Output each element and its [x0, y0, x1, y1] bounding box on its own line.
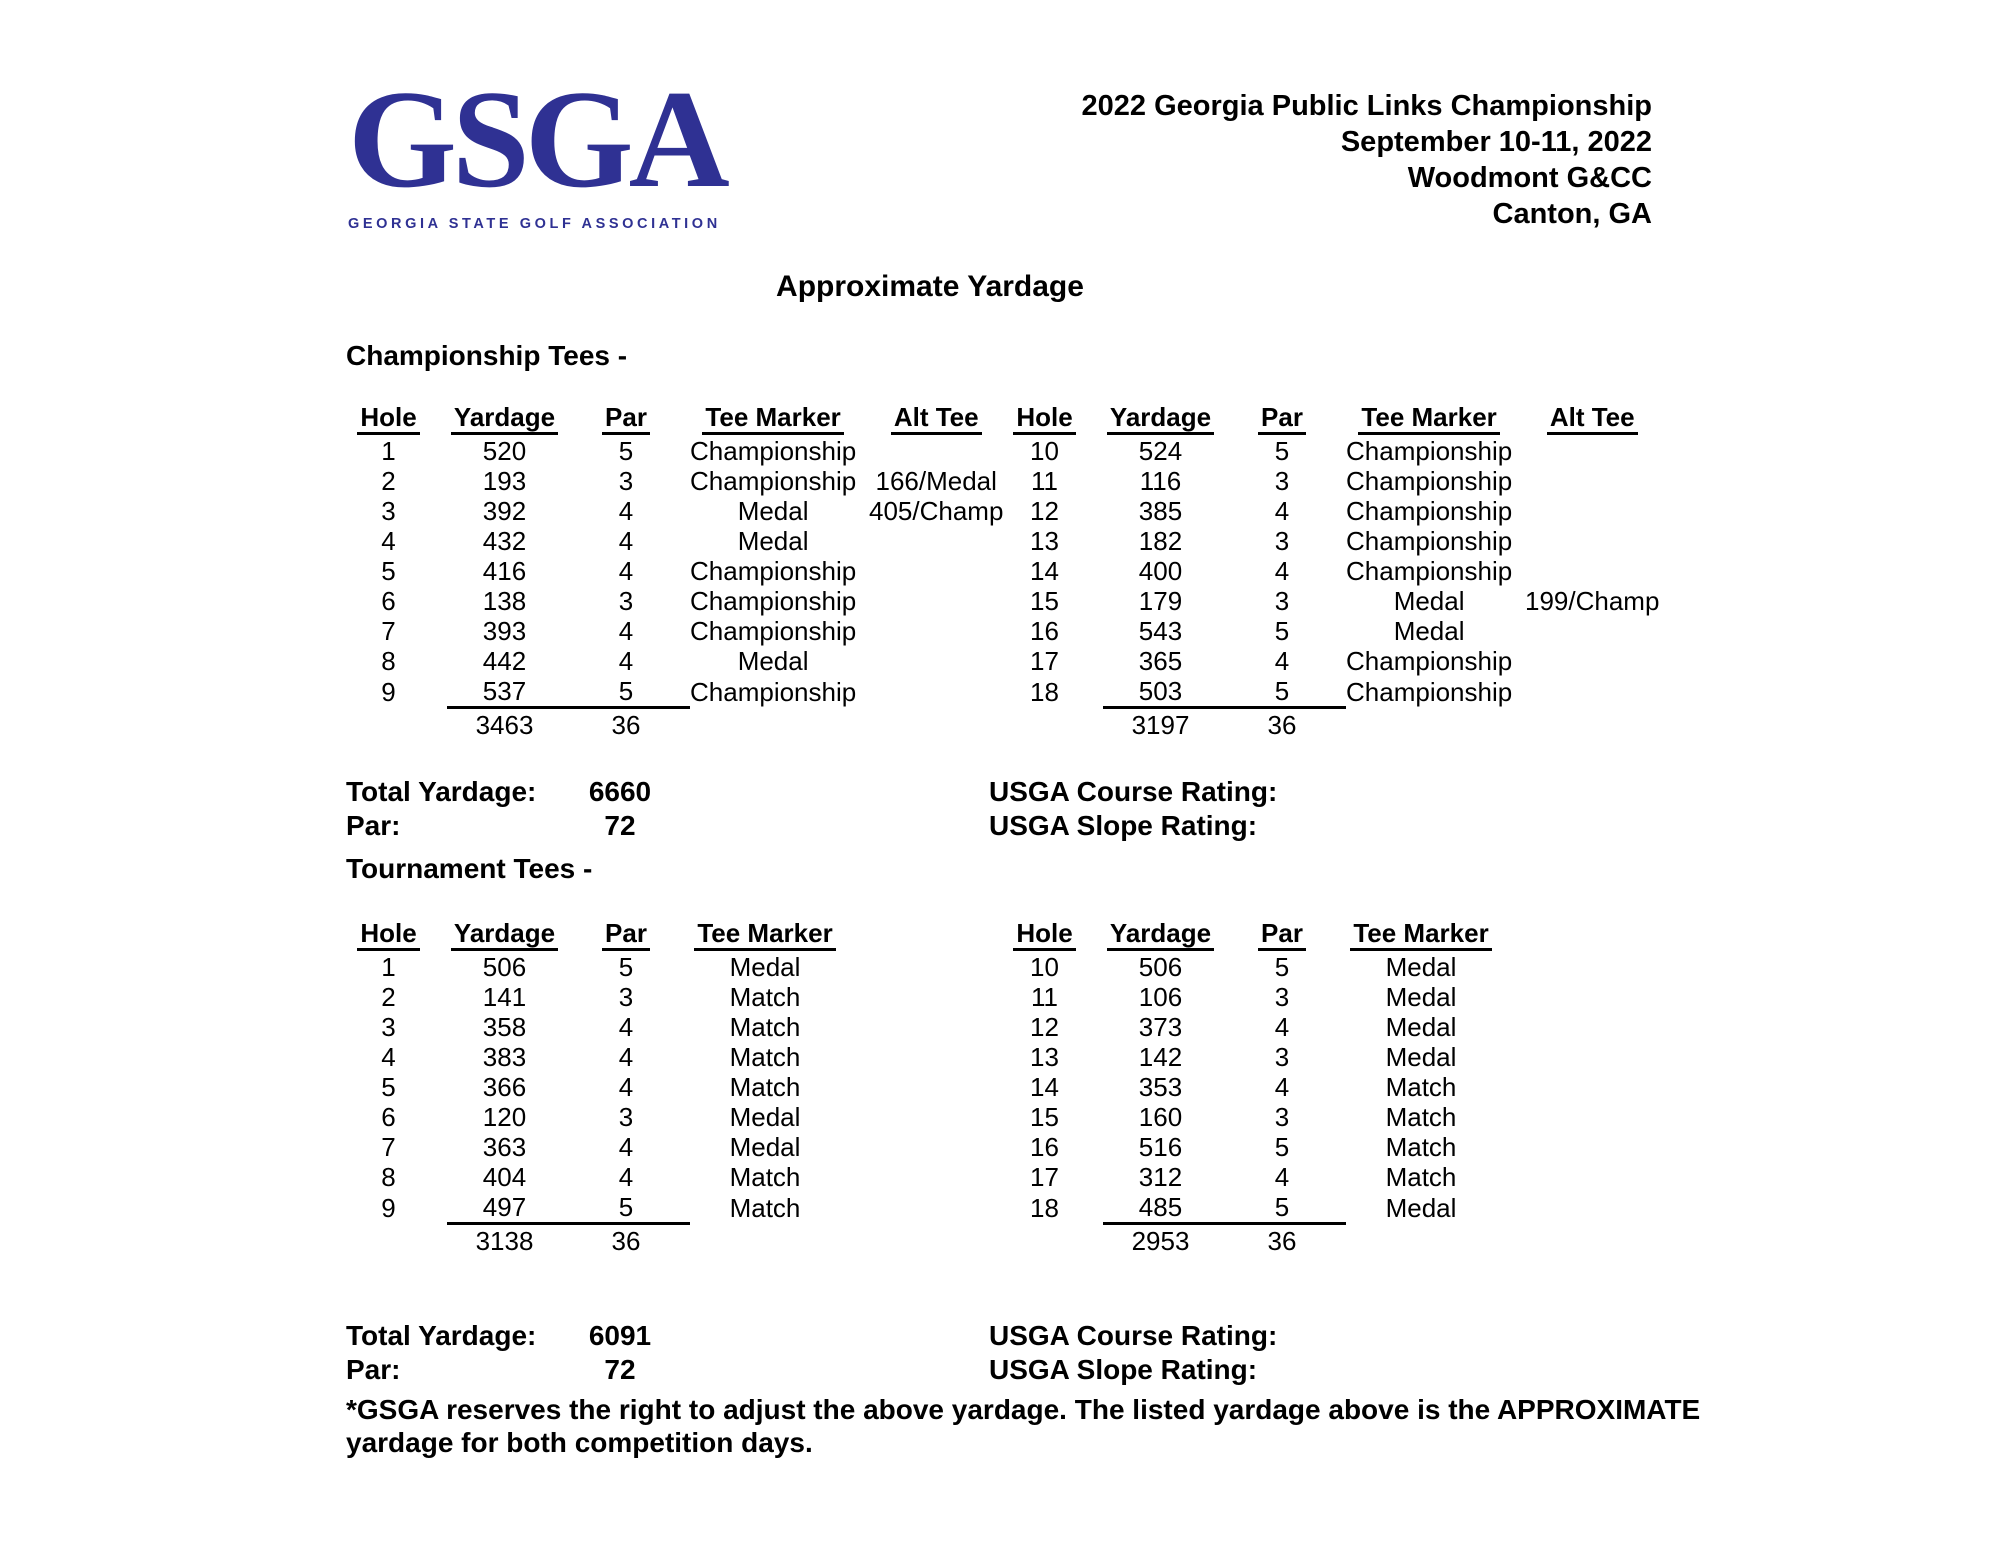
- cell-tee: Championship: [690, 436, 857, 466]
- cell-alt: [1512, 496, 1672, 526]
- empty-cell: [986, 1224, 1103, 1258]
- cell-hole: 14: [1030, 1072, 1059, 1102]
- cell-yardage: 142: [1138, 1042, 1183, 1072]
- hole-row: [986, 952, 1496, 982]
- total-yardage-cell: 3197: [1103, 708, 1218, 742]
- cell-tee: Championship: [690, 676, 857, 707]
- hole-row: [330, 496, 1016, 526]
- cell-yardage: 485: [1138, 1192, 1183, 1222]
- hole-row: [986, 436, 1672, 466]
- cell-yardage: 516: [1138, 1132, 1183, 1162]
- cell-hole: 16: [1030, 1132, 1059, 1162]
- empty-cell: [1346, 708, 1512, 742]
- col-header-hole: Hole: [986, 918, 1103, 952]
- cell-par: 4: [1274, 1012, 1290, 1042]
- hole-row: [986, 1012, 1496, 1042]
- cell-par: 4: [618, 1012, 634, 1042]
- cell-yardage: 358: [482, 1012, 527, 1042]
- cell-par: 5: [1274, 616, 1290, 646]
- hole-row: [986, 1072, 1496, 1102]
- par-value-2: 72: [604, 1354, 636, 1385]
- cell-par: 5: [618, 1192, 634, 1222]
- cell-hole: 8: [381, 646, 396, 676]
- hole-row: [986, 1132, 1496, 1162]
- cell-tee: Championship: [1346, 526, 1513, 556]
- cell-hole: 4: [381, 1042, 396, 1072]
- footnote: [346, 1393, 1700, 1459]
- table-header-row: [986, 402, 1672, 436]
- cell-par: 5: [1274, 436, 1290, 466]
- cell-hole: 4: [381, 526, 396, 556]
- cell-par: 4: [618, 1162, 634, 1192]
- hole-row: [986, 1192, 1496, 1224]
- cell-hole: 17: [1030, 646, 1059, 676]
- cell-hole: 2: [381, 982, 396, 1012]
- cell-par: 4: [1274, 556, 1290, 586]
- cell-hole: 8: [381, 1162, 396, 1192]
- hole-row: [330, 676, 1016, 708]
- cell-hole: 7: [381, 616, 396, 646]
- cell-hole: 18: [1030, 676, 1059, 707]
- table-header-row: [986, 918, 1496, 952]
- cell-par: 5: [1274, 1192, 1290, 1222]
- par-value: 72: [604, 810, 636, 841]
- hole-row: [330, 982, 840, 1012]
- col-header-par: Par: [1218, 402, 1346, 436]
- hole-row: [986, 526, 1672, 556]
- cell-yardage: 120: [482, 1102, 527, 1132]
- cell-alt: 166/Medal: [875, 466, 997, 496]
- cell-hole: 12: [1030, 496, 1059, 526]
- cell-tee: Medal: [1385, 952, 1457, 982]
- cell-alt: [1512, 466, 1672, 496]
- event-title: 2022 Georgia Public Links Championship: [1081, 90, 1652, 122]
- totals-row: [986, 708, 1672, 742]
- hole-row: [330, 586, 1016, 616]
- cell-hole: 6: [381, 586, 396, 616]
- cell-par: 4: [1274, 496, 1290, 526]
- hole-row: [986, 556, 1672, 586]
- cell-yardage: 385: [1138, 496, 1183, 526]
- cell-yardage: 363: [482, 1132, 527, 1162]
- cell-par: 3: [618, 466, 634, 496]
- gsga-logo-tagline: GEORGIA STATE GOLF ASSOCIATION: [348, 216, 721, 232]
- cell-tee: Match: [729, 1162, 801, 1192]
- cell-par: 5: [618, 952, 634, 982]
- col-header-yardage: Yardage: [1103, 918, 1218, 952]
- cell-hole: 3: [381, 496, 396, 526]
- cell-hole: 5: [381, 556, 396, 586]
- cell-hole: 2: [381, 466, 396, 496]
- col-header-tee: Tee Marker: [690, 918, 840, 952]
- cell-hole: 11: [1031, 982, 1058, 1012]
- event-location: Canton, GA: [1492, 198, 1652, 230]
- hole-row: [986, 982, 1496, 1012]
- cell-yardage: 383: [482, 1042, 527, 1072]
- hole-row: [986, 466, 1672, 496]
- cell-tee: Medal: [737, 646, 809, 676]
- cell-par: 4: [1274, 646, 1290, 676]
- cell-yardage: 138: [482, 586, 527, 616]
- footnote-line-2: yardage for both competition days.: [346, 1427, 813, 1458]
- tournament-back-nine-table: [986, 918, 1496, 1257]
- cell-yardage: 400: [1138, 556, 1183, 586]
- cell-alt: [1512, 616, 1672, 646]
- hole-row: [330, 436, 1016, 466]
- cell-yardage: 141: [482, 982, 527, 1012]
- hole-row: [330, 1162, 840, 1192]
- hole-row: [986, 1102, 1496, 1132]
- empty-cell: [330, 1224, 447, 1258]
- total-yardage-cell: 2953: [1103, 1224, 1218, 1258]
- event-dates: September 10-11, 2022: [1340, 126, 1652, 158]
- cell-yardage: 353: [1138, 1072, 1183, 1102]
- hole-row: [330, 1012, 840, 1042]
- cell-hole: 18: [1030, 1192, 1059, 1223]
- cell-par: 4: [618, 1072, 634, 1102]
- cell-hole: 16: [1030, 616, 1059, 646]
- cell-par: 4: [618, 1132, 634, 1162]
- cell-hole: 14: [1030, 556, 1059, 586]
- cell-yardage: 432: [482, 526, 527, 556]
- cell-hole: 13: [1030, 1042, 1059, 1072]
- cell-yardage: 537: [482, 676, 527, 706]
- cell-alt: [1512, 556, 1672, 586]
- cell-hole: 15: [1030, 1102, 1059, 1132]
- empty-cell: [1512, 708, 1672, 742]
- cell-tee: Medal: [737, 496, 809, 526]
- event-header: [1082, 88, 1652, 232]
- cell-tee: Medal: [1385, 1192, 1457, 1223]
- cell-alt: [1512, 676, 1672, 708]
- gsga-logo-text: GSGA: [348, 62, 725, 217]
- col-header-alt: Alt Tee: [856, 402, 1016, 436]
- cell-par: 3: [618, 1102, 634, 1132]
- cell-tee: Championship: [1346, 646, 1513, 676]
- section-label-championship-tees: Championship Tees -: [346, 340, 628, 371]
- cell-par: 4: [618, 1042, 634, 1072]
- cell-par: 4: [618, 556, 634, 586]
- col-header-tee: Tee Marker: [690, 402, 856, 436]
- cell-tee: Championship: [690, 466, 857, 496]
- cell-par: 4: [618, 526, 634, 556]
- usga-course-rating-label-2: USGA Course Rating:: [989, 1320, 1278, 1351]
- col-header-yardage: Yardage: [447, 402, 562, 436]
- cell-par: 3: [1274, 1102, 1290, 1132]
- col-header-tee: Tee Marker: [1346, 402, 1512, 436]
- cell-yardage: 182: [1138, 526, 1183, 556]
- total-par-cell: 36: [1218, 708, 1346, 742]
- cell-par: 5: [618, 676, 634, 706]
- hole-row: [330, 952, 840, 982]
- total-par-cell: 36: [562, 708, 690, 742]
- total-par-cell: 36: [1218, 1224, 1346, 1258]
- hole-row: [986, 616, 1672, 646]
- cell-hole: 15: [1030, 586, 1059, 616]
- cell-hole: 13: [1030, 526, 1059, 556]
- cell-par: 5: [618, 436, 634, 466]
- cell-hole: 10: [1030, 952, 1059, 982]
- cell-tee: Match: [1385, 1072, 1457, 1102]
- cell-hole: 1: [381, 952, 396, 982]
- cell-tee: Championship: [690, 616, 857, 646]
- championship-front-nine-table: [330, 402, 1016, 741]
- cell-yardage: 416: [482, 556, 527, 586]
- cell-yardage: 179: [1138, 586, 1183, 616]
- cell-alt: [1512, 646, 1672, 676]
- hole-row: [986, 646, 1672, 676]
- cell-par: 3: [1274, 982, 1290, 1012]
- hole-row: [986, 1162, 1496, 1192]
- total-yardage-value: 6660: [588, 776, 652, 807]
- cell-yardage: 524: [1138, 436, 1183, 466]
- tournament-front-nine-table: [330, 918, 840, 1257]
- cell-tee: Medal: [1393, 616, 1465, 646]
- col-header-par: Par: [562, 918, 690, 952]
- table-header-row: [330, 918, 840, 952]
- hole-row: [986, 496, 1672, 526]
- empty-cell: [1346, 1224, 1496, 1258]
- cell-alt: 405/Champ: [869, 496, 1004, 526]
- hole-row: [986, 1042, 1496, 1072]
- col-header-alt: Alt Tee: [1512, 402, 1672, 436]
- col-header-hole: Hole: [986, 402, 1103, 436]
- empty-cell: [690, 708, 856, 742]
- section-label-tournament-tees: Tournament Tees -: [346, 853, 593, 884]
- cell-tee: Championship: [690, 556, 857, 586]
- cell-par: 5: [1274, 952, 1290, 982]
- total-yardage-cell: 3463: [447, 708, 562, 742]
- col-header-hole: Hole: [330, 918, 447, 952]
- cell-hole: 5: [381, 1072, 396, 1102]
- cell-par: 3: [1274, 586, 1290, 616]
- cell-tee: Match: [729, 1012, 801, 1042]
- cell-par: 3: [1274, 1042, 1290, 1072]
- cell-yardage: 366: [482, 1072, 527, 1102]
- cell-yardage: 442: [482, 646, 527, 676]
- cell-yardage: 393: [482, 616, 527, 646]
- cell-yardage: 543: [1138, 616, 1183, 646]
- cell-par: 3: [618, 982, 634, 1012]
- cell-tee: Match: [729, 1192, 801, 1223]
- cell-yardage: 506: [1138, 952, 1183, 982]
- totals-row: [330, 1224, 840, 1258]
- cell-alt: 199/Champ: [1525, 586, 1660, 616]
- cell-tee: Match: [1385, 1162, 1457, 1192]
- cell-par: 4: [1274, 1162, 1290, 1192]
- cell-hole: 3: [381, 1012, 396, 1042]
- cell-tee: Medal: [1385, 1012, 1457, 1042]
- cell-tee: Match: [1385, 1132, 1457, 1162]
- empty-cell: [330, 708, 447, 742]
- hole-row: [330, 556, 1016, 586]
- cell-hole: 11: [1031, 466, 1058, 496]
- cell-par: 3: [618, 586, 634, 616]
- cell-tee: Medal: [729, 952, 801, 982]
- total-yardage-cell: 3138: [447, 1224, 562, 1258]
- hole-row: [330, 466, 1016, 496]
- cell-par: 4: [1274, 1072, 1290, 1102]
- cell-hole: 7: [381, 1132, 396, 1162]
- col-header-par: Par: [1218, 918, 1346, 952]
- cell-par: 5: [1274, 676, 1290, 706]
- event-venue: Woodmont G&CC: [1407, 162, 1652, 194]
- total-yardage-label: Total Yardage:: [346, 776, 537, 807]
- col-header-yardage: Yardage: [1103, 402, 1218, 436]
- cell-tee: Match: [729, 982, 801, 1012]
- hole-row: [330, 1192, 840, 1224]
- total-par-cell: 36: [562, 1224, 690, 1258]
- cell-tee: Match: [1385, 1102, 1457, 1132]
- cell-yardage: 392: [482, 496, 527, 526]
- cell-tee: Medal: [729, 1132, 801, 1162]
- hole-row: [330, 1042, 840, 1072]
- cell-yardage: 160: [1138, 1102, 1183, 1132]
- cell-hole: 10: [1030, 436, 1059, 466]
- cell-hole: 9: [381, 1192, 396, 1223]
- cell-hole: 9: [381, 676, 396, 707]
- table-header-row: [330, 402, 1016, 436]
- total-yardage-value-2: 6091: [588, 1320, 652, 1351]
- cell-yardage: 193: [482, 466, 527, 496]
- col-header-par: Par: [562, 402, 690, 436]
- hole-row: [330, 1072, 840, 1102]
- cell-hole: 12: [1030, 1012, 1059, 1042]
- cell-alt: [1512, 526, 1672, 556]
- cell-tee: Match: [729, 1042, 801, 1072]
- cell-tee: Championship: [1346, 466, 1513, 496]
- cell-tee: Championship: [690, 586, 857, 616]
- cell-yardage: 365: [1138, 646, 1183, 676]
- par-label-2: Par:: [346, 1354, 401, 1385]
- empty-cell: [986, 708, 1103, 742]
- cell-hole: 6: [381, 1102, 396, 1132]
- cell-tee: Medal: [1385, 982, 1457, 1012]
- hole-row: [330, 616, 1016, 646]
- hole-row: [986, 676, 1672, 708]
- cell-yardage: 520: [482, 436, 527, 466]
- cell-tee: Match: [729, 1072, 801, 1102]
- hole-row: [330, 1132, 840, 1162]
- cell-yardage: 404: [482, 1162, 527, 1192]
- cell-par: 3: [1274, 466, 1290, 496]
- cell-yardage: 497: [482, 1192, 527, 1222]
- cell-tee: Championship: [1346, 436, 1513, 466]
- usga-slope-rating-label-2: USGA Slope Rating:: [989, 1354, 1258, 1385]
- col-header-yardage: Yardage: [447, 918, 562, 952]
- championship-back-nine-table: [986, 402, 1672, 741]
- cell-par: 4: [618, 496, 634, 526]
- totals-row: [330, 708, 1016, 742]
- hole-row: [330, 526, 1016, 556]
- cell-tee: Medal: [737, 526, 809, 556]
- hole-row: [986, 586, 1672, 616]
- hole-row: [330, 646, 1016, 676]
- cell-tee: Medal: [1393, 586, 1465, 616]
- cell-alt: [1512, 436, 1672, 466]
- cell-par: 4: [618, 646, 634, 676]
- col-header-hole: Hole: [330, 402, 447, 436]
- cell-par: 3: [1274, 526, 1290, 556]
- cell-yardage: 506: [482, 952, 527, 982]
- cell-tee: Medal: [729, 1102, 801, 1132]
- cell-par: 5: [1274, 1132, 1290, 1162]
- document-title: Approximate Yardage: [776, 270, 1084, 303]
- cell-tee: Championship: [1346, 496, 1513, 526]
- col-header-tee: Tee Marker: [1346, 918, 1496, 952]
- cell-tee: Championship: [1346, 676, 1513, 707]
- total-yardage-label-2: Total Yardage:: [346, 1320, 537, 1351]
- usga-slope-rating-label: USGA Slope Rating:: [989, 810, 1258, 841]
- footnote-line-1: *GSGA reserves the right to adjust the above yardage. The listed yardage above is the APPROXIMATE: [346, 1394, 1701, 1425]
- cell-yardage: 106: [1138, 982, 1183, 1012]
- cell-tee: Medal: [1385, 1042, 1457, 1072]
- gsga-logo: [348, 62, 725, 232]
- cell-yardage: 312: [1138, 1162, 1183, 1192]
- cell-yardage: 116: [1139, 466, 1182, 496]
- empty-cell: [690, 1224, 840, 1258]
- cell-yardage: 373: [1138, 1012, 1183, 1042]
- cell-yardage: 503: [1138, 676, 1183, 706]
- hole-row: [330, 1102, 840, 1132]
- cell-hole: 17: [1030, 1162, 1059, 1192]
- totals-row: [986, 1224, 1496, 1258]
- usga-course-rating-label: USGA Course Rating:: [989, 776, 1278, 807]
- cell-tee: Championship: [1346, 556, 1513, 586]
- par-label: Par:: [346, 810, 401, 841]
- cell-hole: 1: [381, 436, 396, 466]
- cell-par: 4: [618, 616, 634, 646]
